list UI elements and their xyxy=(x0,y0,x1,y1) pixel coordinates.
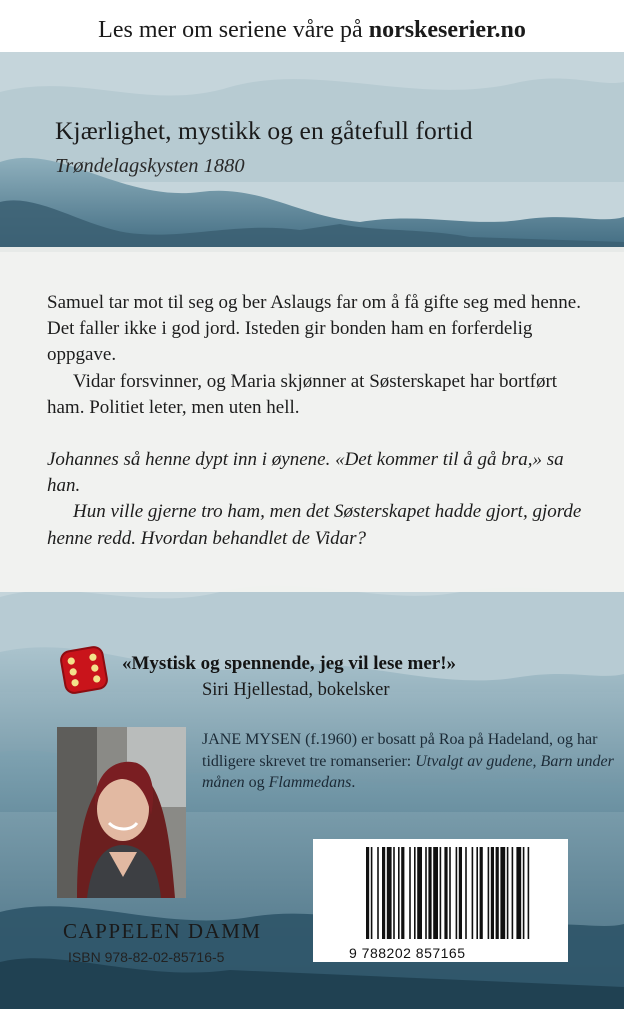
author-bio: JANE MYSEN (f.1960) er bosatt på Roa på Hadeland, og har tidligere skrevet tre romanserier: Utvalgt av gudene, Barn under månen og Flammedans. xyxy=(202,731,614,791)
barcode-bar xyxy=(414,847,416,939)
barcode-bar xyxy=(366,847,369,939)
blurb-paragraph-1: Samuel tar mot til seg og ber Aslaugs far om å få gifte seg med henne. Det faller ikke i god jord. Isteden gir bonden ham en forferdelig oppgave. xyxy=(47,292,581,366)
barcode-bar xyxy=(491,847,494,939)
author-bio-text: JANE MYSEN (f.1960) er bosatt på Roa på Hadeland, og har tidligere skrevet tre romanserier: xyxy=(202,731,598,770)
barcode-bar xyxy=(433,847,438,939)
barcode-bar xyxy=(472,847,474,939)
book-blurb xyxy=(47,290,592,552)
author-series-2: Barn under månen xyxy=(202,752,614,791)
barcode-bar xyxy=(371,847,373,939)
barcode-digits: 9 788202 857165 xyxy=(349,945,466,961)
barcode-bar xyxy=(456,847,458,939)
barcode-bar xyxy=(516,847,521,939)
barcode-bar xyxy=(512,847,514,939)
barcode-bar xyxy=(465,847,467,939)
barcode-bar xyxy=(488,847,490,939)
author-photo xyxy=(57,727,186,898)
dice-icon xyxy=(58,644,110,696)
barcode-bar xyxy=(449,847,451,939)
setting-subheading: Trøndelagskysten 1880 xyxy=(55,155,245,177)
barcode-bar xyxy=(398,847,400,939)
barcode-bar xyxy=(387,847,392,939)
barcode-bar xyxy=(480,847,483,939)
barcode-bar xyxy=(476,847,478,939)
barcode-bar xyxy=(409,847,411,939)
blurb-paragraph-3: Johannes så henne dypt inn i øynene. «Det kommer til å gå bra,» sa han. xyxy=(47,449,564,497)
review-quote: «Mystisk og spennende, jeg vil lese mer!» xyxy=(122,653,457,674)
series-website-banner xyxy=(0,0,624,52)
banner-site-link[interactable]: norskeserier.no xyxy=(368,17,526,43)
barcode-bar xyxy=(459,847,462,939)
author-series-3: Flammedans xyxy=(268,774,352,791)
barcode-bar xyxy=(523,847,525,939)
barcode-bar xyxy=(528,847,530,939)
barcode-bar xyxy=(444,847,447,939)
barcode-bar xyxy=(500,847,505,939)
blurb-paragraph-2: Vidar forsvinner, og Maria skjønner at Søsterskapet har bortført ham. Politiet leter, men uten hell. xyxy=(47,370,558,418)
blurb-paragraph-4: Hun ville gjerne tro ham, men det Søsterskapet hadde gjort, gjorde henne redd. Hvordan behandlet de Vidar? xyxy=(47,501,582,549)
barcode-bar xyxy=(425,847,427,939)
barcode-bars xyxy=(313,839,568,944)
banner-text: Les mer om seriene våre på xyxy=(98,17,369,43)
tagline-heading: Kjærlighet, mystikk og en gåtefull fortid xyxy=(55,116,473,145)
isbn-barcode xyxy=(313,839,568,962)
isbn-number: ISBN 978-82-02-85716-5 xyxy=(68,949,225,965)
barcode-bar xyxy=(507,847,509,939)
barcode-bar xyxy=(377,847,379,939)
review-source: Siri Hjellestad, bokelsker xyxy=(202,680,390,700)
barcode-bar xyxy=(401,847,404,939)
barcode-bar xyxy=(417,847,422,939)
barcode-bar xyxy=(393,847,395,939)
book-back-cover xyxy=(0,52,624,1009)
barcode-bar xyxy=(440,847,442,939)
publisher-logo: CAPPELEN DAMM xyxy=(63,919,262,943)
author-series-1: Utvalgt av gudene xyxy=(415,752,533,770)
barcode-bar xyxy=(382,847,385,939)
barcode-bar xyxy=(496,847,499,939)
barcode-bar xyxy=(428,847,431,939)
